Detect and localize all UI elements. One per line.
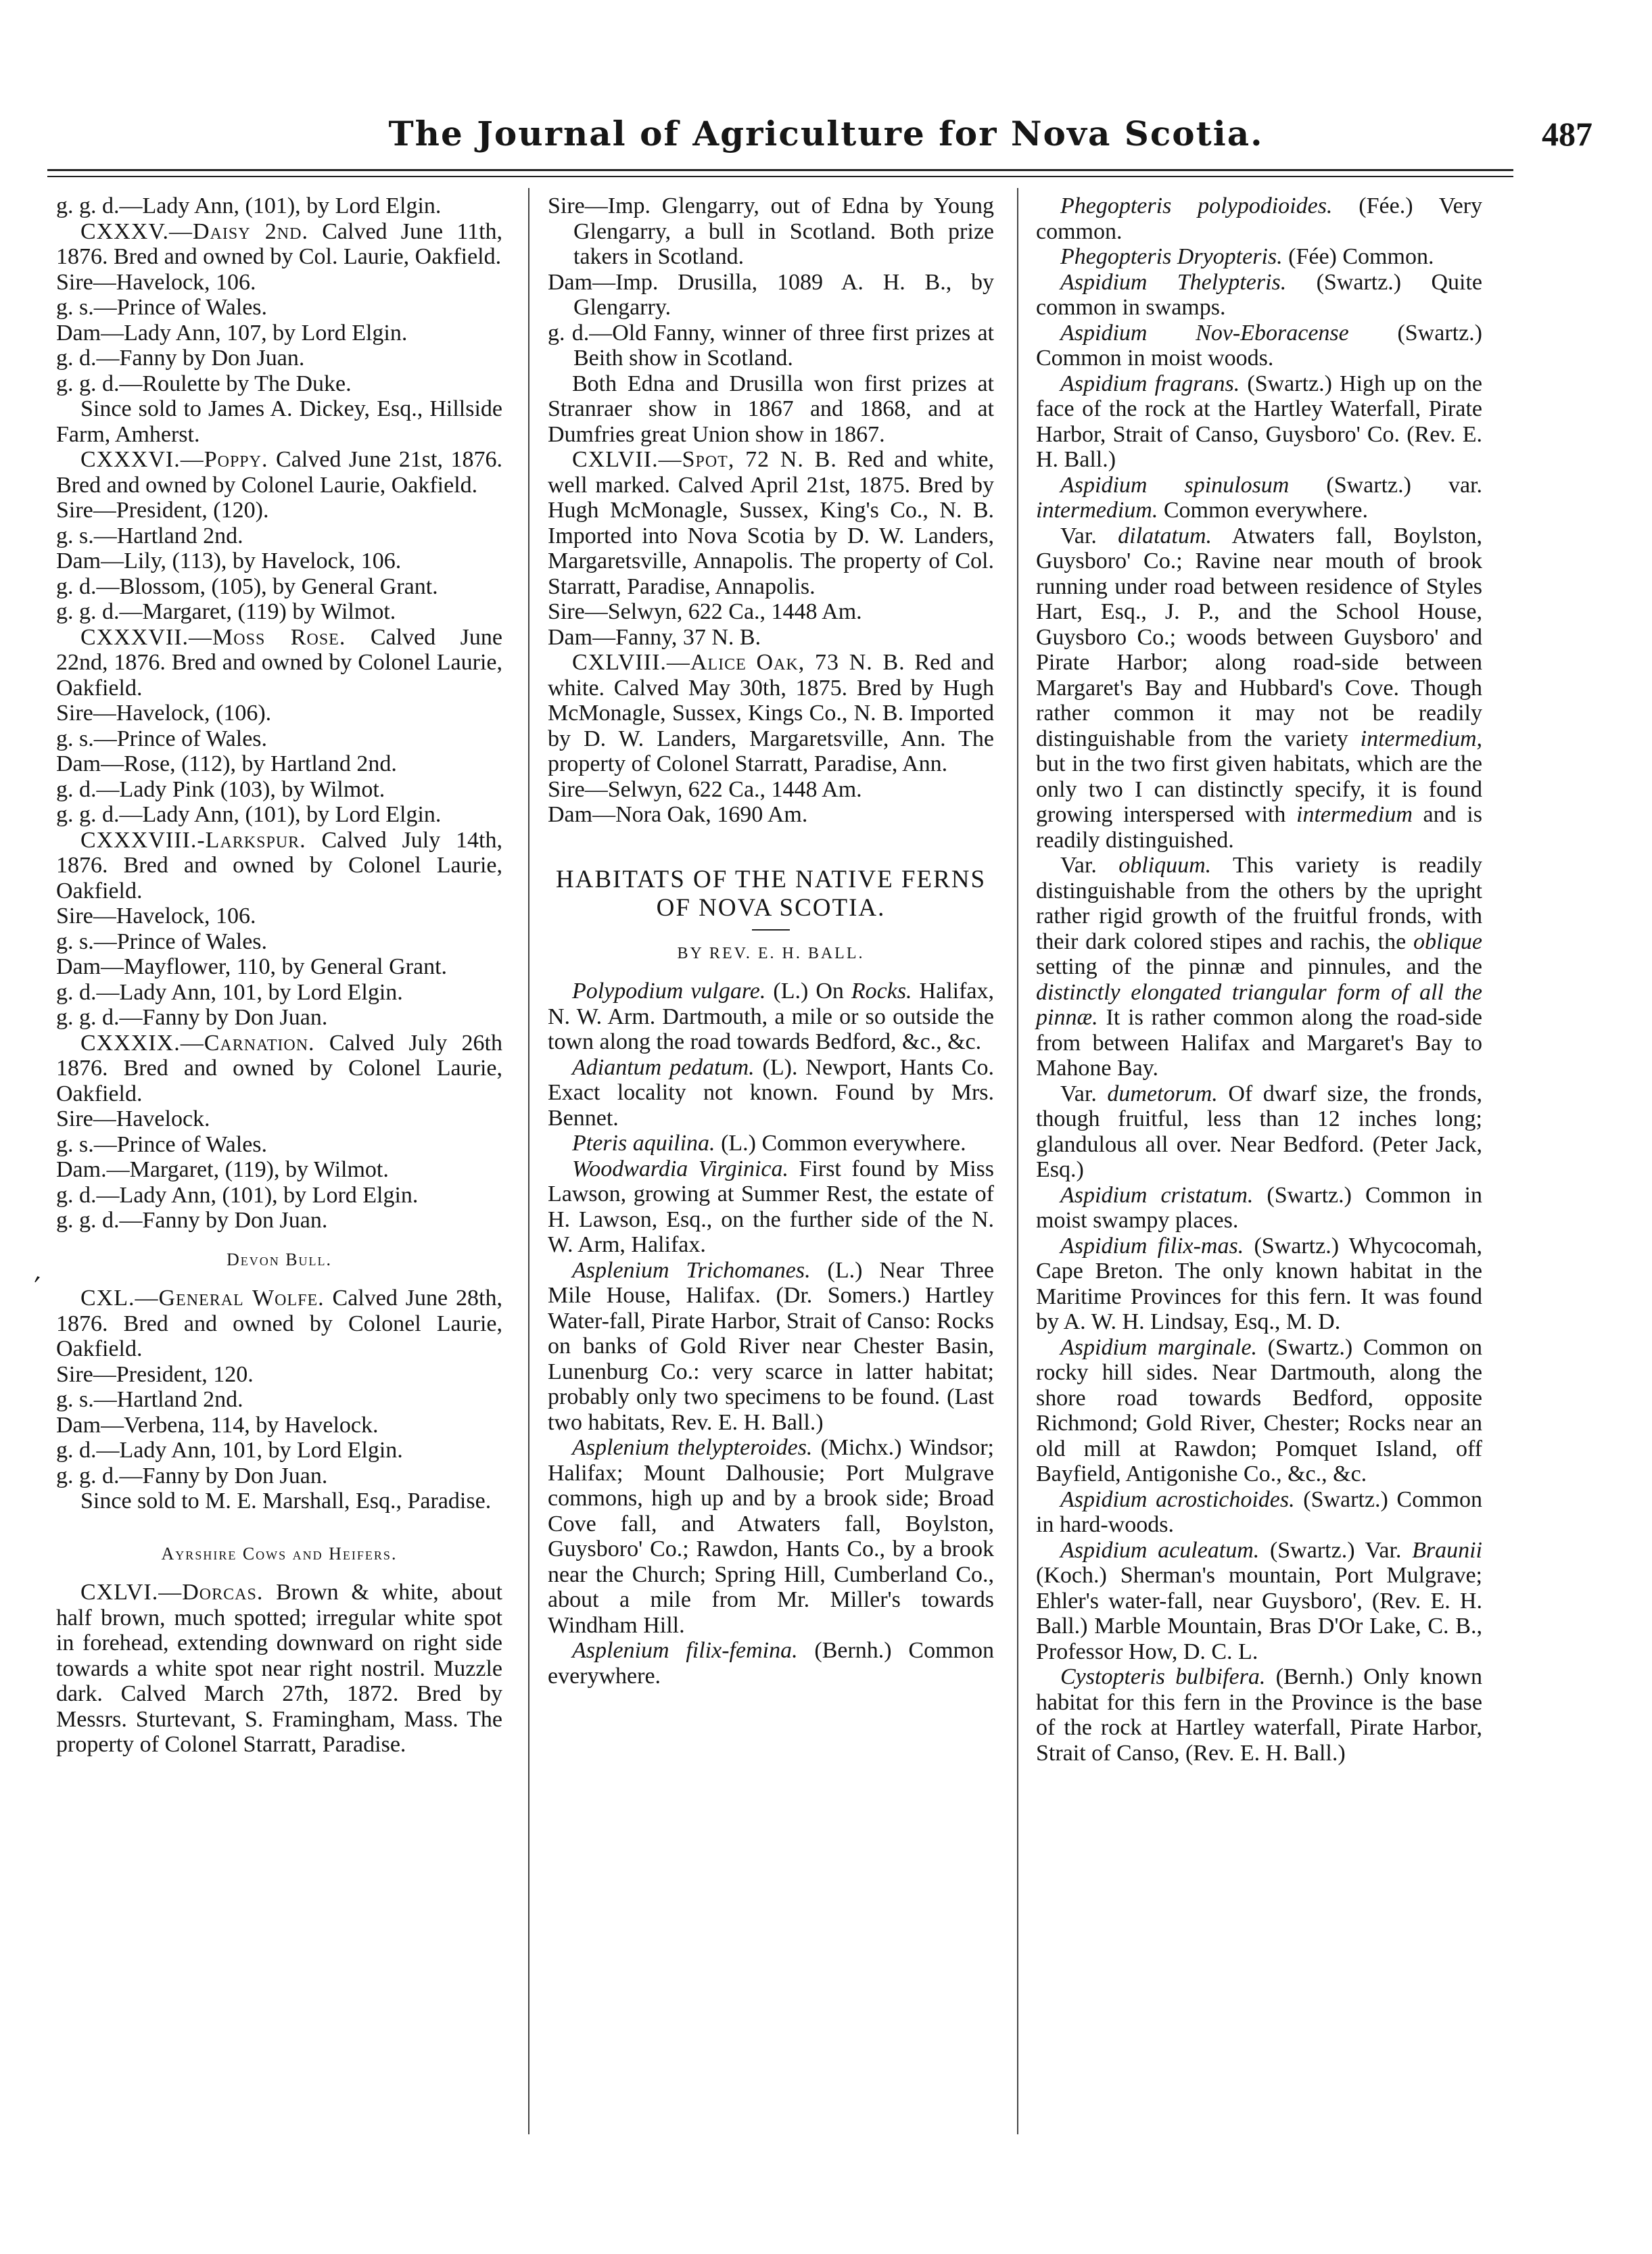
article-byline: BY REV. E. H. BALL. — [677, 944, 865, 962]
pedigree-line: g. s.—Prince of Wales. — [56, 1131, 268, 1157]
entry-text: Var. — [1060, 1081, 1108, 1106]
pedigree-line: g. d.—Lady Ann, 101, by Lord Elgin. — [56, 979, 403, 1005]
article-heading: HABITATS OF THE NATIVE FERNS OF NOVA SCOTIA. — [555, 865, 987, 922]
fern-entry — [1036, 1183, 1482, 1234]
species-name: Aspidium Thelypteris. — [1060, 269, 1287, 295]
species-name: Adiantum pedatum. — [572, 1054, 755, 1080]
entry-text: Calved July 26th 1876. Bred and owned by Colonel Laurie, Oakfield. — [56, 1030, 502, 1106]
entry-text: Var. — [1060, 523, 1118, 548]
entry-text: First found by Miss Lawson, growing at Summer Rest, the estate of H. Lawson, Esq., on the further side of the N. W. Arm, Halifax. — [548, 1156, 994, 1257]
variety-name: dilatatum. — [1118, 523, 1212, 548]
pedigree-line: g. d.—Lady Ann, 101, by Lord Elgin. — [56, 1438, 403, 1463]
pedigree-line: Dam—Rose, (112), by Hartland 2nd. — [56, 751, 397, 776]
variety-name: obliquum. — [1118, 853, 1212, 878]
entry-text: (Swartz.) Common in hard-woods. — [1036, 1486, 1482, 1537]
pedigree-line: g. g. d.—Fanny by Don Juan. — [56, 1208, 328, 1233]
fern-variety — [1036, 853, 1482, 1081]
entry-text: (Koch.) Sherman's mountain, Port Mulgrave; Ehler's water-fall, near Guysboro', (Rev. E. H. Ball.) Marble Mountain, Bras D'Or Lake, C. B., Professor How, D. C. L. — [1036, 1563, 1482, 1664]
pedigree-line: g. s.—Hartland 2nd. — [56, 1387, 243, 1412]
pedigree-line: g. s.—Hartland 2nd. — [56, 523, 243, 548]
pedigree-line: g. g. d.—Roulette by The Duke. — [56, 371, 352, 396]
species-name: Aspidium spinulosum — [1060, 472, 1290, 498]
pedigree-line: g. g. d.—Lady Ann, (101), by Lord Elgin. — [56, 193, 442, 218]
species-name: Asplenium thelypteroides. — [572, 1435, 813, 1460]
cattle-entry — [548, 447, 994, 599]
species-name: Aspidium Nov-Eboracense — [1060, 320, 1349, 346]
fern-entry — [1036, 244, 1482, 270]
sale-note: Since sold to M. E. Marshall, Esq., Paradise. — [80, 1488, 492, 1513]
entry-text: (L.) Near Three Mile House, Halifax. (Dr. Somers.) Hartley Water-fall, Pirate Harbor, Strait of Canso: Rocks on banks of Gold River near Chester Basin, Lunenburg Co.: very scarce in latter habitat; probably only two specimens to be found. (Last two habitats, Rev. E. H. Ball.) — [548, 1257, 994, 1435]
entry-text: Atwaters fall, Boylston, Guysboro' Co.; Ravine near mouth of brook running under road between residence of Styles Hart, Esq., J. P., and the School House, Guysboro Co.; woods between Guysboro' and Pirate Harbor; along road-side between Margaret's Bay and Hubbard's Cove. Though rather common it may not be readily distinguishable from the variety — [1036, 523, 1483, 751]
species-name: Asplenium Trichomanes. — [572, 1257, 811, 1283]
species-name: Phegopteris Dryopteris. — [1060, 244, 1283, 269]
pedigree-line: Sire—President, 120. — [56, 1361, 254, 1387]
pedigree-line: g. g. d.—Lady Ann, (101), by Lord Elgin. — [56, 802, 442, 827]
column-divider — [528, 188, 529, 2134]
entry-name: CXXXIX.—Carnation. — [80, 1030, 315, 1056]
entry-text: Rocks. — [851, 979, 912, 1004]
fern-entry — [1036, 321, 1482, 371]
fern-entry — [1036, 1538, 1482, 1665]
pedigree-line: Dam—Imp. Drusilla, 1089 A. H. B., by Glengarry. — [548, 269, 994, 320]
fern-entry — [548, 1435, 994, 1638]
pedigree-line: g. g. d.—Fanny by Don Juan. — [56, 1005, 328, 1030]
entry-text: It is rather common along the road-side from between Halifax and Margaret's Bay to Mahone Bay. — [1036, 1005, 1482, 1081]
pedigree-line: g. d.—Lady Ann, (101), by Lord Elgin. — [56, 1182, 419, 1208]
entry-text: This variety is readily distinguishable from the others by the upright rather rigid growth of the fruitful fronds, with their dark colored stipes and rachis, the — [1036, 853, 1482, 954]
entry-text: Calved July 14th, 1876. Bred and owned by Colonel Laurie, Oakfield. — [56, 827, 502, 903]
pedigree-line: g. d.—Fanny by Don Juan. — [56, 346, 305, 371]
fern-entry — [1036, 270, 1482, 321]
entry-text: (L.) Common everywhere. — [715, 1131, 966, 1156]
entry-text: setting of the pinnæ and pinnules, and the — [1036, 954, 1482, 979]
pedigree-line: g. g. d.—Margaret, (119) by Wilmot. — [56, 599, 396, 624]
column-right — [1036, 193, 1482, 1766]
pedigree-line: Dam—Fanny, 37 N. B. — [548, 624, 761, 650]
pedigree-line: Dam.—Margaret, (119), by Wilmot. — [56, 1157, 389, 1182]
entry-text: Brown & white, about half brown, much spotted; irregular white spot in forehead, extending downward on right side towards a white spot near right nostril. Muzzle dark. Calved March 27th, 1872. Bred by Messrs. Sturtevant, S. Framingham, Mass. The property of Colonel Starratt, Paradise. — [56, 1580, 502, 1757]
entry-text: intermedium. — [1036, 498, 1158, 523]
entry-text: Red and white, well marked. Calved April 21st, 1875. Bred by Hugh McMonagle, Sussex, King's Co., N. B. Imported into Nova Scotia by D. W. Landers, Margaretsville, Annapolis. The property of Col. Starratt, Paradise, Annapolis. — [548, 447, 994, 599]
fern-entry — [1036, 193, 1482, 244]
fern-entry — [548, 1055, 994, 1131]
entry-name: CXXXVII.—Moss Rose. — [80, 624, 346, 650]
pedigree-line: Sire—Havelock, 106. — [56, 903, 256, 929]
entry-name: CXXXVIII.-Larkspur. — [80, 827, 306, 853]
sale-note: Since sold to James A. Dickey, Esq., Hillside Farm, Amherst. — [56, 396, 502, 447]
pedigree-line: Dam—Lily, (113), by Havelock, 106. — [56, 548, 402, 573]
entry-text: (L.) On — [765, 979, 851, 1004]
pedigree-line: Sire—Havelock, (106). — [56, 701, 272, 726]
cattle-entry — [56, 625, 502, 701]
cattle-entry — [56, 447, 502, 498]
entry-text: (Fée) Common. — [1282, 244, 1434, 269]
page-header — [0, 0, 1652, 169]
species-name: Polypodium vulgare. — [572, 979, 766, 1004]
cattle-entry — [56, 1031, 502, 1107]
entry-text: distinctly elongated triangular form of all the pinnæ. — [1036, 979, 1482, 1030]
prize-note: Both Edna and Drusilla won first prizes at Stranraer show in 1867 and 1868, and at Dumfries great Union show in 1867. — [548, 371, 994, 447]
fern-entry — [1036, 1664, 1482, 1766]
species-name: Woodwardia Virginica. — [572, 1156, 788, 1181]
species-name: Aspidium aculeatum. — [1060, 1537, 1260, 1563]
pedigree-line: g. s.—Prince of Wales. — [56, 295, 268, 320]
entry-text: Halifax, N. W. Arm. Dartmouth, a mile or so outside the town along the road towards Bedford, &c., &c. — [548, 979, 995, 1054]
fern-entry — [1036, 1234, 1482, 1335]
entry-name: CXLVII.—Spot, 72 N. B. — [572, 447, 837, 472]
entry-text: Calved June 28th, 1876. Bred and owned by Colonel Laurie, Oakfield. — [56, 1286, 502, 1361]
entry-text: Calved June 21st, 1876. Bred and owned by Colonel Laurie, Oakfield. — [56, 447, 502, 498]
entry-text: (Swartz.) High up on the face of the rock at the Hartley Waterfall, Pirate Harbor, Strait of Canso, Guysboro' Co. (Rev. E. H. Ball.) — [1036, 371, 1482, 472]
entry-text: but in the two first given habitats, which are the only two I can distinctly specify, it is found growing interspersed with — [1036, 751, 1482, 827]
section-subheading: Devon Bull. — [226, 1249, 333, 1269]
header-rule-thin — [47, 176, 1513, 177]
journal-title: The Journal of Agriculture for Nova Scotia. — [388, 114, 1264, 154]
entry-text: (Swartz.) var. — [1289, 472, 1482, 498]
entry-text: Var. — [1060, 853, 1119, 878]
variety-name: dumetorum. — [1107, 1081, 1218, 1106]
entry-text: intermedium — [1296, 802, 1413, 827]
species-name: Aspidium filix-mas. — [1060, 1233, 1244, 1259]
fern-entry — [1036, 473, 1482, 523]
species-name: Aspidium cristatum. — [1060, 1182, 1254, 1208]
margin-tick-mark: ʹ — [27, 1269, 44, 1300]
fern-entry — [548, 1258, 994, 1436]
entry-text: (Swartz.) Common in moist woods. — [1036, 320, 1483, 371]
entry-text: (Bernh.) Only known habitat for this fern in the Province is the base of the rock at Hartley waterfall, Pirate Harbor, Strait of Canso, (Rev. E. H. Ball.) — [1036, 1664, 1482, 1766]
fern-entry — [548, 1131, 994, 1156]
entry-text: Red and white. Calved May 30th, 1875. Bred by Hugh McMonagle, Sussex, Kings Co., N. B. Imported by D. W. Landers, Margaretsville, Ann. The property of Colonel Starratt, Paradise, Ann. — [548, 650, 994, 776]
entry-name: CXXXVI.—Poppy. — [80, 447, 268, 472]
entry-text: (Michx.) Windsor; Halifax; Mount Dalhousie; Port Mulgrave commons, high up and by a brook side; Broad Cove fall, and Atwaters fall, Boylston, Guysboro' Co.; Rawdon, Hants Co., by a brook near the Church; Spring Hill, Cumberland Co., about a mile from Mr. Miller's towards Windham Hill. — [548, 1435, 994, 1638]
fern-entry — [1036, 1487, 1482, 1538]
pedigree-line: Sire—Havelock. — [56, 1106, 210, 1131]
fern-variety — [1036, 523, 1482, 853]
pedigree-line: g. s.—Prince of Wales. — [56, 726, 268, 751]
entry-text: (Swartz.) Quite common in swamps. — [1036, 269, 1482, 320]
column-left — [56, 193, 502, 1758]
entry-text: Calved June 11th, 1876. Bred and owned by Col. Laurie, Oakfield. — [56, 218, 503, 269]
entry-text: (L). Newport, Hants Co. Exact locality not known. Found by Mrs. Bennet. — [548, 1054, 994, 1131]
entry-text: (Swartz.) Common in moist swampy places. — [1036, 1182, 1482, 1233]
species-name: Asplenium filix-femina. — [572, 1638, 798, 1663]
heading-rule — [752, 929, 790, 931]
cattle-entry — [56, 1286, 502, 1362]
species-name: Cystopteris bulbifera. — [1060, 1664, 1266, 1689]
cattle-entry — [548, 650, 994, 777]
species-name: Phegopteris polypodioides. — [1060, 193, 1333, 218]
fern-entry — [1036, 1335, 1482, 1487]
cattle-entry — [56, 1580, 502, 1758]
entry-text: Of dwarf size, the fronds, though fruitful, less than 12 inches long; glandulous all over. Near Bedford. (Peter Jack, Esq.) — [1036, 1081, 1483, 1182]
species-name: Pteris aquilina. — [572, 1131, 715, 1156]
entry-name: CXXXV.—Daisy 2nd. — [80, 218, 308, 244]
entry-name: CXL.—General Wolfe. — [80, 1286, 325, 1311]
header-rule — [47, 169, 1513, 171]
section-subheading: Ayrshire Cows and Heifers. — [161, 1543, 398, 1564]
pedigree-line: Dam—Mayflower, 110, by General Grant. — [56, 954, 448, 979]
entry-name: CXLVIII.—Alice Oak, 73 N. B. — [572, 650, 905, 675]
entry-text: (Swartz.) Common on rocky hill sides. Near Dartmouth, along the shore road towards Bedford, opposite Richmond; Gold River, Chester; Rocks near an old mill at Rawdon; Pomquet Island, off Bayfield, Antigonishe Co., &c., &c. — [1036, 1334, 1482, 1486]
fern-variety — [1036, 1081, 1482, 1183]
species-name: Aspidium marginale. — [1060, 1334, 1258, 1360]
species-name: Aspidium fragrans. — [1060, 371, 1240, 396]
entry-name: CXLVI.—Dorcas. — [80, 1580, 264, 1605]
entry-text: Common everywhere. — [1158, 498, 1368, 523]
species-name: Aspidium acrostichoides. — [1060, 1486, 1295, 1512]
pedigree-line: Dam—Nora Oak, 1690 Am. — [548, 802, 808, 827]
column-middle — [548, 193, 994, 1689]
cattle-entry — [56, 219, 502, 270]
pedigree-line: g. d.—Lady Pink (103), by Wilmot. — [56, 776, 385, 802]
entry-text: intermedium, — [1360, 726, 1482, 751]
entry-text: (Swartz.) Var. — [1259, 1537, 1413, 1563]
fern-entry — [548, 979, 994, 1055]
variety-name: Braunii — [1412, 1537, 1482, 1563]
pedigree-line: Sire—Selwyn, 622 Ca., 1448 Am. — [548, 776, 862, 802]
pedigree-line: g. d.—Blossom, (105), by General Grant. — [56, 573, 438, 599]
entry-text: (Bernh.) Common everywhere. — [548, 1638, 994, 1689]
entry-text: (Swartz.) Whycocomah, Cape Breton. The only known habitat in the Maritime Provinces for this fern. It was found by A. W. H. Lindsay, Esq., M. D. — [1036, 1233, 1482, 1334]
fern-entry — [1036, 371, 1482, 473]
pedigree-line: Dam—Lady Ann, 107, by Lord Elgin. — [56, 320, 408, 346]
cattle-entry — [56, 828, 502, 904]
column-divider — [1017, 188, 1018, 2134]
entry-text: (Fée.) Very common. — [1036, 193, 1482, 244]
page-number: 487 — [1542, 115, 1592, 153]
pedigree-line: Sire—Havelock, 106. — [56, 269, 256, 295]
pedigree-line: Sire—Imp. Glengarry, out of Edna by Young Glengarry, a bull in Scotland. Both prize takers in Scotland. — [548, 193, 994, 269]
pedigree-line: Sire—President, (120). — [56, 498, 269, 523]
entry-text: and is readily distinguished. — [1036, 802, 1482, 853]
pedigree-line: Dam—Verbena, 114, by Havelock. — [56, 1412, 379, 1438]
pedigree-line: g. d.—Old Fanny, winner of three first prizes at Beith show in Scotland. — [548, 320, 994, 371]
fern-entry — [548, 1638, 994, 1689]
pedigree-line: g. s.—Prince of Wales. — [56, 929, 268, 954]
fern-entry — [548, 1156, 994, 1258]
entry-text: oblique — [1413, 929, 1482, 954]
pedigree-line: Sire—Selwyn, 622 Ca., 1448 Am. — [548, 599, 862, 624]
pedigree-line: g. g. d.—Fanny by Don Juan. — [56, 1463, 328, 1488]
entry-text: Calved June 22nd, 1876. Bred and owned by Colonel Laurie, Oakfield. — [56, 624, 502, 701]
